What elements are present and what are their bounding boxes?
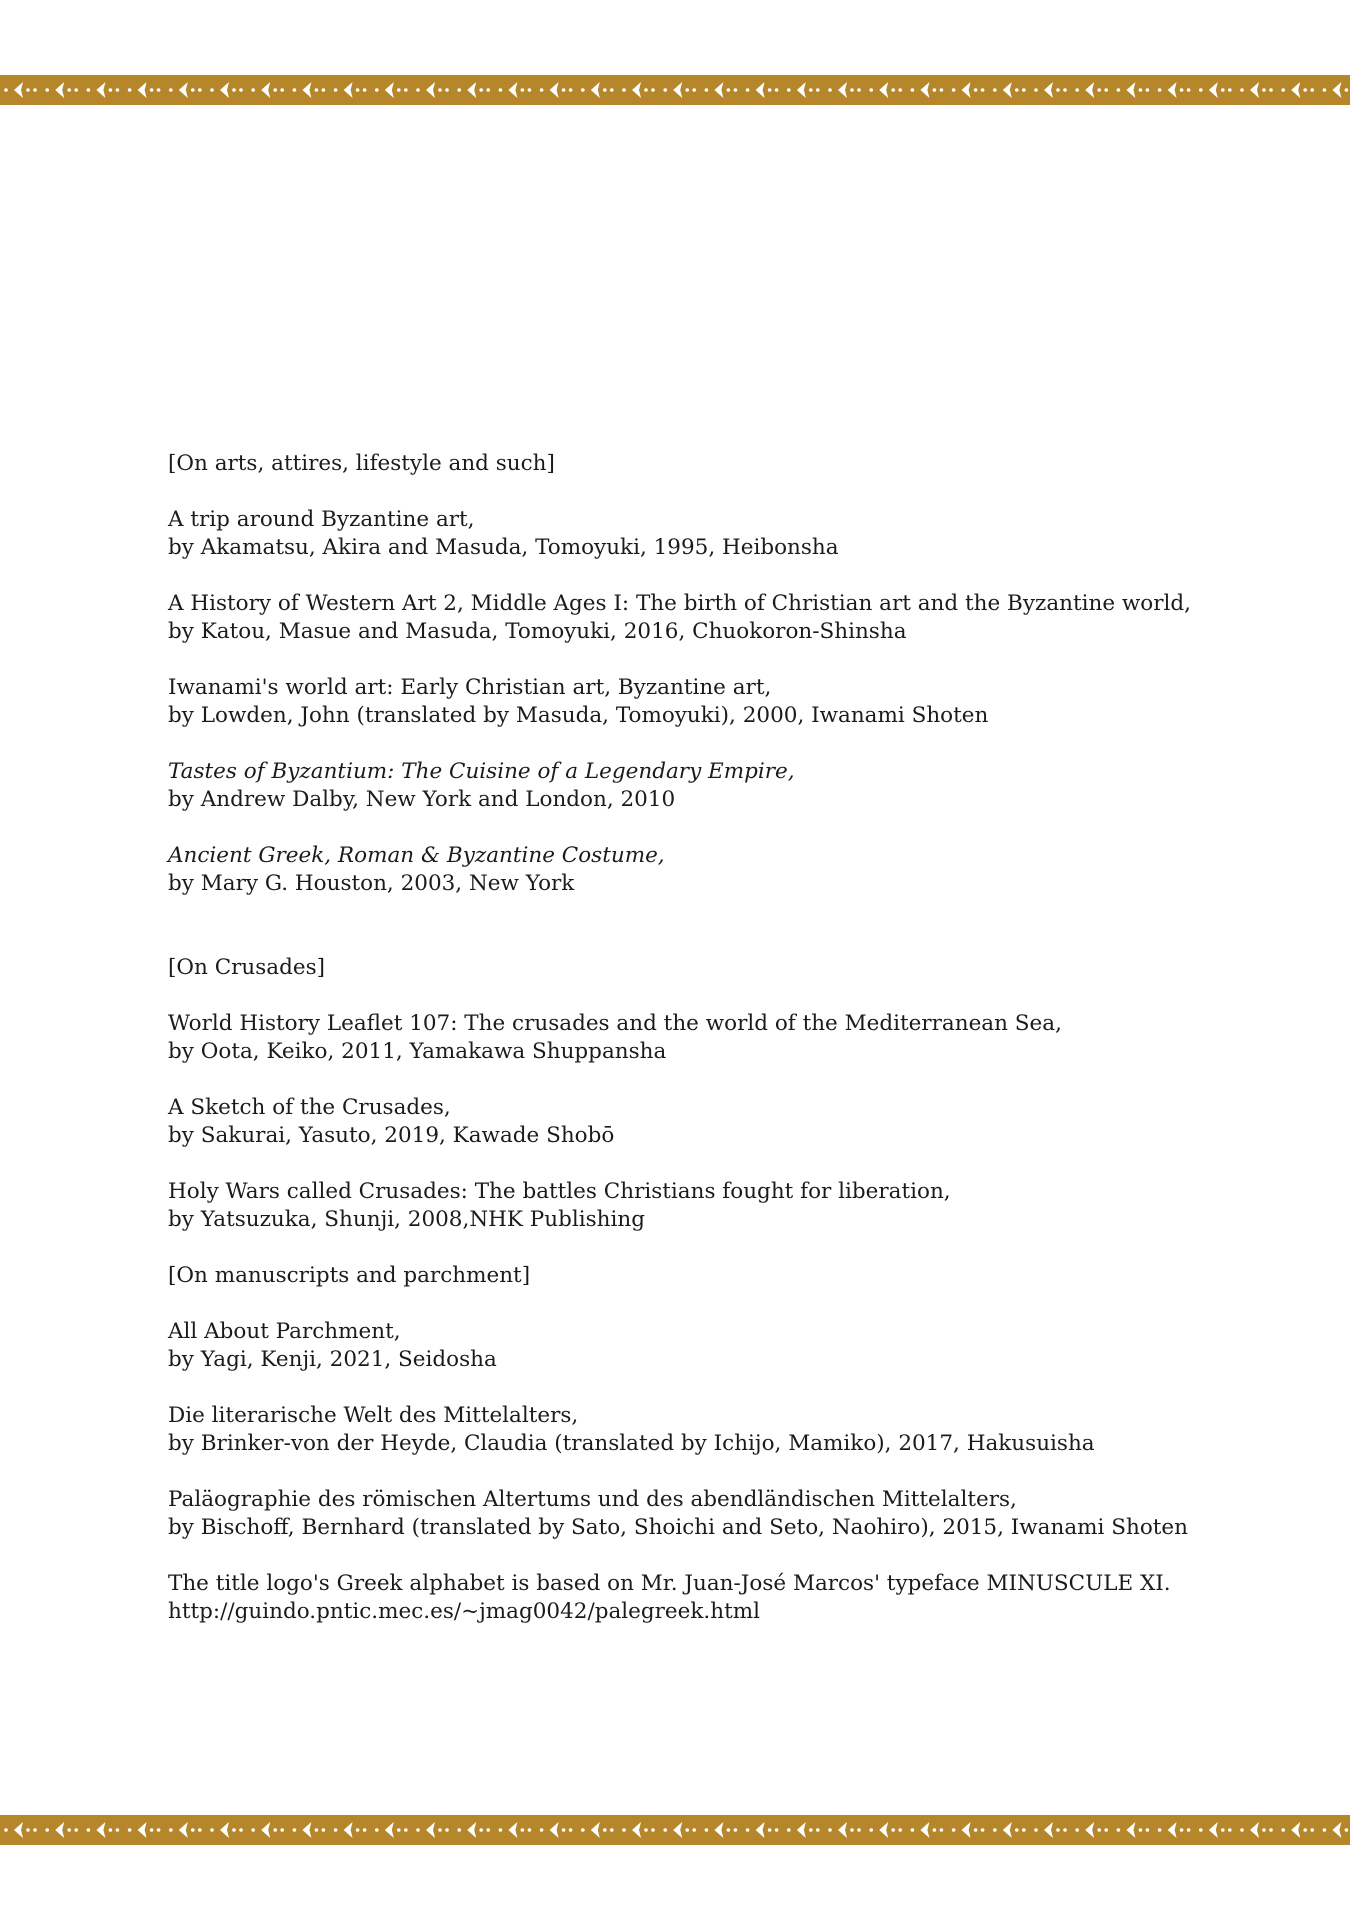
bibliography-entry xyxy=(168,590,1288,646)
credit-text: The title logo's Greek alphabet is based on Mr. Juan-José Marcos' typeface MINUSCULE XI. xyxy=(168,1571,1171,1596)
bibliography-entry xyxy=(168,1010,1288,1066)
entry-byline: by Katou, Masue and Masuda, Tomoyuki, 2016, Chuokoron-Shinsha xyxy=(168,619,907,644)
entry-title: A History of Western Art 2, Middle Ages I: The birth of Christian art and the Byzantine world, xyxy=(168,591,1192,616)
entry-title: Paläographie des römischen Altertums und des abendländischen Mittelalters, xyxy=(168,1487,1017,1512)
section-heading: [On Crusades] xyxy=(168,955,326,980)
bibliography-entry xyxy=(168,1402,1288,1458)
section-heading: [On arts, attires, lifestyle and such] xyxy=(168,451,555,476)
section-crusades xyxy=(168,954,1288,1234)
entry-title: A trip around Byzantine art, xyxy=(168,507,475,532)
bibliography-entry xyxy=(168,842,1288,898)
entry-byline: by Oota, Keiko, 2011, Yamakawa Shuppansha xyxy=(168,1039,667,1064)
entry-byline: by Bischoff, Bernhard (translated by Sato, Shoichi and Seto, Naohiro), 2015, Iwanami Shoten xyxy=(168,1515,1188,1540)
entry-byline: by Yagi, Kenji, 2021, Seidosha xyxy=(168,1347,497,1372)
bibliography-entry xyxy=(168,1318,1288,1374)
entry-byline: by Brinker-von der Heyde, Claudia (translated by Ichijo, Mamiko), 2017, Hakusuisha xyxy=(168,1431,1095,1456)
bibliography-entry xyxy=(168,1178,1288,1234)
credit-url[interactable]: http://guindo.pntic.mec.es/~jmag0042/palegreek.html xyxy=(168,1599,760,1624)
entry-title: Die literarische Welt des Mittelalters, xyxy=(168,1403,579,1428)
top-decorative-border xyxy=(0,75,1350,105)
bottom-decorative-border xyxy=(0,1815,1350,1845)
bibliography-entry xyxy=(168,674,1288,730)
border-pattern-bottom xyxy=(0,1815,1350,1845)
entry-title: Tastes of Byzantium: The Cuisine of a Legendary Empire, xyxy=(168,759,795,784)
entry-byline: by Lowden, John (translated by Masuda, Tomoyuki), 2000, Iwanami Shoten xyxy=(168,703,989,728)
bibliography-entry xyxy=(168,1486,1288,1542)
entry-title: Ancient Greek, Roman & Byzantine Costume, xyxy=(168,843,665,868)
entry-byline: by Yatsuzuka, Shunji, 2008,NHK Publishing xyxy=(168,1207,645,1232)
section-arts xyxy=(168,450,1288,898)
section-heading: [On manuscripts and parchment] xyxy=(168,1263,531,1288)
bibliography-entry xyxy=(168,506,1288,562)
entry-title: All About Parchment, xyxy=(168,1319,401,1344)
entry-title: Holy Wars called Crusades: The battles Christians fought for liberation, xyxy=(168,1179,951,1204)
bibliography-entry xyxy=(168,1094,1288,1150)
entry-byline: by Sakurai, Yasuto, 2019, Kawade Shobō xyxy=(168,1123,615,1148)
entry-byline: by Mary G. Houston, 2003, New York xyxy=(168,871,575,896)
bibliography xyxy=(168,450,1288,1654)
entry-title: Iwanami's world art: Early Christian art, Byzantine art, xyxy=(168,675,772,700)
section-spacer xyxy=(168,926,1288,954)
entry-byline: by Andrew Dalby, New York and London, 2010 xyxy=(168,787,676,812)
credit-note xyxy=(168,1570,1288,1626)
section-manuscripts xyxy=(168,1262,1288,1542)
entry-title: A Sketch of the Crusades, xyxy=(168,1095,451,1120)
entry-title: World History Leaflet 107: The crusades and the world of the Mediterranean Sea, xyxy=(168,1011,1062,1036)
border-pattern-top xyxy=(0,75,1350,105)
entry-byline: by Akamatsu, Akira and Masuda, Tomoyuki, 1995, Heibonsha xyxy=(168,535,839,560)
bibliography-entry xyxy=(168,758,1288,814)
